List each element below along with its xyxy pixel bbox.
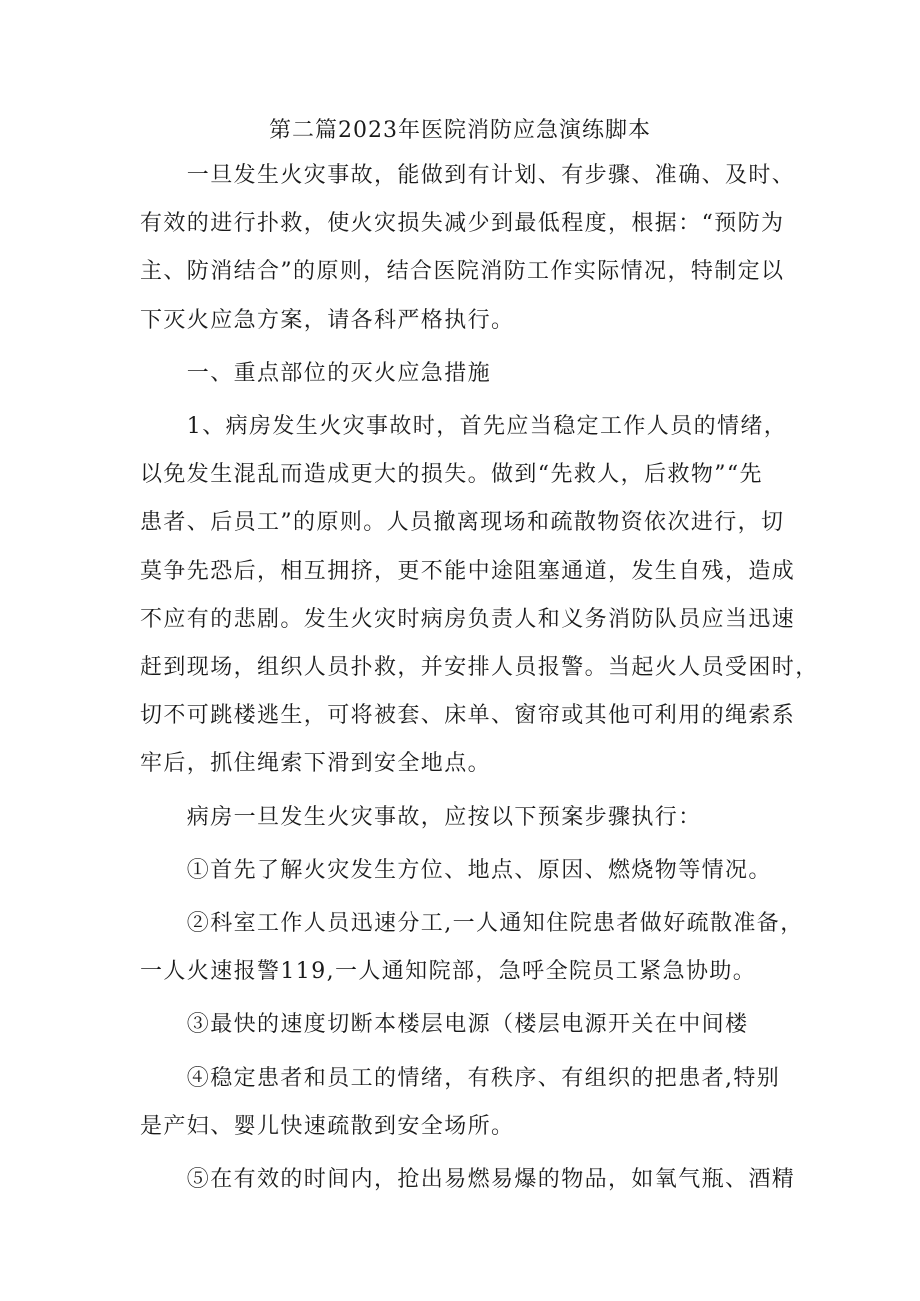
- paragraph-intro: [140, 152, 796, 345]
- text-line: 不应有的悲剧。发生火灾时病房负责人和义务消防队员应当迅速: [140, 606, 796, 632]
- text-line: ②科室工作人员迅速分工,一人通知住院患者做好疏散准备，: [140, 911, 804, 937]
- text-line: 牢后，抓住绳索下滑到安全地点。: [140, 751, 492, 777]
- text-line: 切不可跳楼逃生，可将被套、床单、窗帘或其他可利用的绳索系: [140, 703, 796, 729]
- text-line: 主、防消结合”的原则，结合医院消防工作实际情况，特制定以: [140, 259, 785, 285]
- paragraph-step-5: [140, 1156, 796, 1204]
- paragraph-step-2: [140, 900, 804, 996]
- text-line: ③最快的速度切断本楼层电源（楼层电源开关在中间楼: [140, 1012, 749, 1038]
- text-line: 是产妇、婴儿快速疏散到安全场所。: [140, 1113, 515, 1139]
- text-line: 一、重点部位的灭火应急措施: [140, 360, 492, 386]
- text-line: 一人火速报警119,一人通知院部，急呼全院员工紧急协助。: [140, 959, 757, 985]
- section-heading: [140, 350, 785, 398]
- text-line: 一旦发生火灾事故，能做到有计划、有步骤、准确、及时、: [140, 163, 796, 188]
- document-title: 第二篇2023年医院消防应急演练脚本: [269, 118, 651, 143]
- text-line: 1、病房发生火灾事故时，首先应当稳定工作人员的情绪，: [140, 414, 788, 440]
- text-line: 下灭火应急方案，请各科严格执行。: [140, 307, 515, 333]
- paragraph-step-4: [140, 1055, 785, 1151]
- text-line: ⑤在有效的时间内，抢出易燃易爆的物品，如氧气瓶、酒精: [140, 1167, 796, 1193]
- document-body: [140, 152, 819, 1204]
- text-line: ①首先了解火灾发生方位、地点、原因、燃烧物等情况。: [140, 857, 772, 883]
- text-line: ④稳定患者和员工的情绪，有秩序、有组织的把患者,特别: [140, 1065, 781, 1091]
- text-line: 莫争先恐后，相互拥挤，更不能中途阻塞通道，发生自残，造成: [140, 558, 796, 584]
- paragraph-step-3: [140, 1001, 785, 1049]
- text-line: 病房一旦发生火灾事故，应按以下预案步骤执行：: [140, 804, 702, 830]
- text-line: 以免发生混乱而造成更大的损失。做到“先救人，后救物”“先: [140, 462, 763, 488]
- paragraph-procedure-intro: [140, 794, 785, 842]
- text-line: 赶到现场，组织人员扑救，并安排人员报警。当起火人员受困时，: [140, 655, 819, 681]
- text-line: 有效的进行扑救，使火灾损失减少到最低程度，根据：“预防为: [140, 211, 785, 237]
- paragraph-step-1: [140, 847, 785, 895]
- paragraph-item-1: [140, 403, 819, 789]
- text-line: 患者、后员工”的原则。人员撤离现场和疏散物资依次进行，切: [140, 510, 785, 536]
